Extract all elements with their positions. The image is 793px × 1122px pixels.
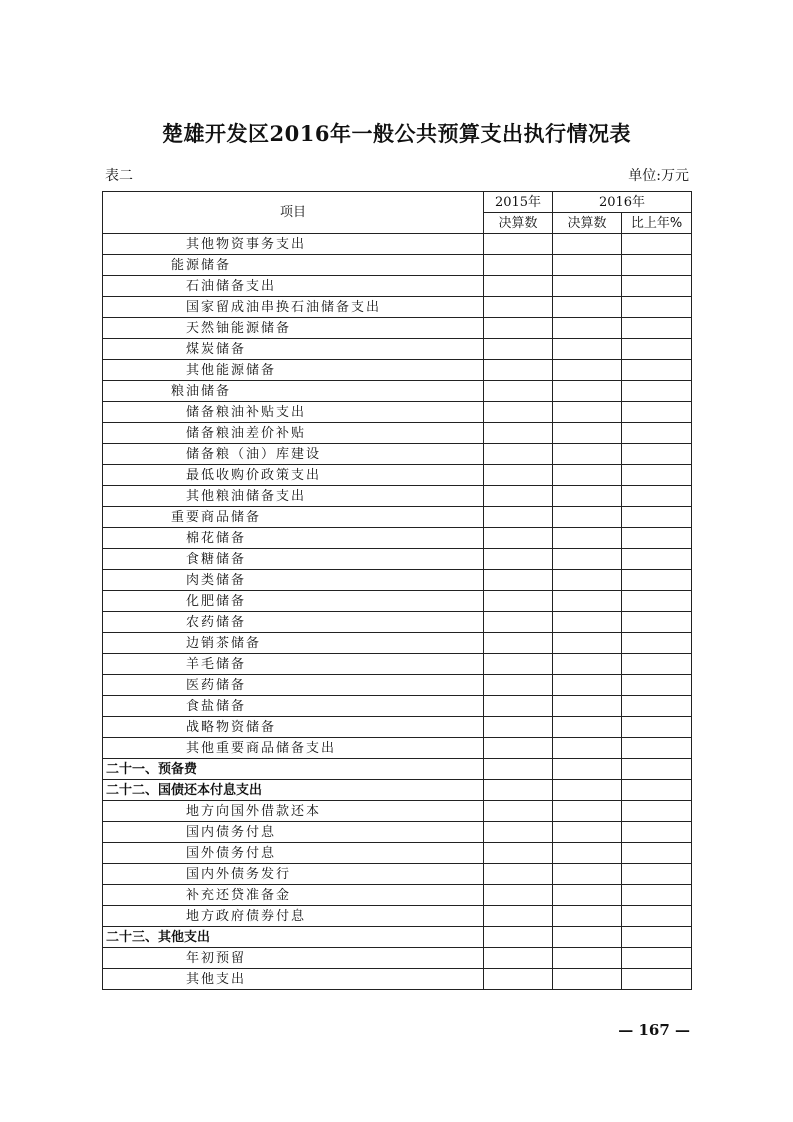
cell-pct-change [622,486,692,507]
cell-pct-change [622,234,692,255]
row-item-name: 农药储备 [103,612,484,633]
table-row [103,507,692,528]
cell-pct-change [622,255,692,276]
cell-pct-change [622,549,692,570]
cell-2015-final [484,507,553,528]
table-row [103,381,692,402]
cell-2015-final [484,318,553,339]
table-row [103,801,692,822]
cell-pct-change [622,612,692,633]
cell-2016-final [553,822,622,843]
table-row [103,402,692,423]
table-row [103,738,692,759]
cell-2015-final [484,360,553,381]
cell-2015-final [484,843,553,864]
cell-2015-final [484,381,553,402]
row-item-name: 储备粮（油）库建设 [103,444,484,465]
cell-pct-change [622,738,692,759]
cell-2016-final [553,969,622,990]
cell-2015-final [484,276,553,297]
row-item-name: 羊毛储备 [103,654,484,675]
row-item-name: 棉花储备 [103,528,484,549]
cell-2015-final [484,444,553,465]
cell-2015-final [484,885,553,906]
cell-2016-final [553,633,622,654]
table-row [103,696,692,717]
cell-pct-change [622,507,692,528]
table-row [103,549,692,570]
row-item-name: 粮油储备 [103,381,484,402]
cell-2016-final [553,864,622,885]
table-row [103,612,692,633]
cell-2015-final [484,339,553,360]
cell-2015-final [484,906,553,927]
cell-2016-final [553,339,622,360]
cell-2016-final [553,759,622,780]
table-row [103,360,692,381]
row-item-name: 最低收购价政策支出 [103,465,484,486]
cell-2015-final [484,948,553,969]
cell-pct-change [622,717,692,738]
cell-pct-change [622,759,692,780]
table-row [103,591,692,612]
cell-2015-final [484,738,553,759]
table-row [103,927,692,948]
cell-pct-change [622,801,692,822]
cell-pct-change [622,528,692,549]
cell-2015-final [484,549,553,570]
table-row [103,822,692,843]
cell-2016-final [553,801,622,822]
header-year-2015: 2015年 [484,192,553,213]
cell-2016-final [553,612,622,633]
cell-2016-final [553,234,622,255]
cell-2016-final [553,738,622,759]
cell-2016-final [553,570,622,591]
header-final-2016: 决算数 [553,213,622,234]
cell-2016-final [553,360,622,381]
cell-pct-change [622,633,692,654]
table-row [103,528,692,549]
table-label: 表二 [105,168,133,184]
cell-2015-final [484,255,553,276]
row-item-name: 年初预留 [103,948,484,969]
cell-pct-change [622,843,692,864]
cell-pct-change [622,885,692,906]
cell-2016-final [553,444,622,465]
header-final-2015: 决算数 [484,213,553,234]
table-row [103,486,692,507]
cell-pct-change [622,339,692,360]
cell-2015-final [484,759,553,780]
cell-pct-change [622,381,692,402]
unit-label: 单位:万元 [628,168,689,184]
table-row [103,234,692,255]
cell-2015-final [484,633,553,654]
header-year-2016: 2016年 [553,192,692,213]
row-item-name: 国外债务付息 [103,843,484,864]
cell-2015-final [484,297,553,318]
budget-table [102,191,692,990]
table-row [103,339,692,360]
row-item-name: 国内外债务发行 [103,864,484,885]
cell-2016-final [553,717,622,738]
cell-2015-final [484,402,553,423]
row-item-name: 石油储备支出 [103,276,484,297]
cell-2016-final [553,423,622,444]
cell-2016-final [553,276,622,297]
cell-pct-change [622,822,692,843]
cell-2015-final [484,927,553,948]
row-item-name: 化肥储备 [103,591,484,612]
cell-pct-change [622,654,692,675]
row-item-name: 其他物资事务支出 [103,234,484,255]
table-row [103,654,692,675]
page-title: 楚雄开发区2016年一般公共预算支出执行情况表 [162,121,631,146]
row-item-name: 国家留成油串换石油储备支出 [103,297,484,318]
row-item-name: 食糖储备 [103,549,484,570]
row-item-name: 其他重要商品储备支出 [103,738,484,759]
row-item-name: 其他能源储备 [103,360,484,381]
cell-2015-final [484,528,553,549]
cell-2016-final [553,381,622,402]
cell-2016-final [553,696,622,717]
cell-2015-final [484,969,553,990]
table-row [103,780,692,801]
table-row [103,759,692,780]
row-item-name: 煤炭储备 [103,339,484,360]
cell-2016-final [553,780,622,801]
cell-pct-change [622,696,692,717]
table-row [103,717,692,738]
cell-2015-final [484,486,553,507]
cell-pct-change [622,444,692,465]
cell-2015-final [484,423,553,444]
table-row [103,885,692,906]
cell-2016-final [553,528,622,549]
cell-2015-final [484,717,553,738]
table-row [103,675,692,696]
cell-2016-final [553,654,622,675]
cell-pct-change [622,465,692,486]
cell-2016-final [553,948,622,969]
cell-2016-final [553,591,622,612]
row-item-name: 食盐储备 [103,696,484,717]
table-row [103,255,692,276]
table-row [103,423,692,444]
table-row [103,318,692,339]
table-row [103,465,692,486]
cell-pct-change [622,864,692,885]
row-item-name: 补充还贷准备金 [103,885,484,906]
table-row [103,906,692,927]
row-item-name: 肉类储备 [103,570,484,591]
row-item-name: 天然铀能源储备 [103,318,484,339]
cell-2016-final [553,906,622,927]
header-pct-change: 比上年% [622,213,692,234]
row-item-name: 边销茶储备 [103,633,484,654]
cell-pct-change [622,969,692,990]
table-row [103,570,692,591]
cell-pct-change [622,570,692,591]
cell-2015-final [484,612,553,633]
cell-pct-change [622,318,692,339]
cell-2015-final [484,801,553,822]
cell-pct-change [622,927,692,948]
cell-pct-change [622,423,692,444]
cell-pct-change [622,780,692,801]
cell-2016-final [553,402,622,423]
cell-2015-final [484,465,553,486]
table-row [103,864,692,885]
row-item-name: 二十二、国债还本付息支出 [103,780,484,801]
row-item-name: 二十三、其他支出 [103,927,484,948]
row-item-name: 二十一、预备费 [103,759,484,780]
cell-2016-final [553,675,622,696]
table-body [103,234,692,990]
cell-pct-change [622,297,692,318]
cell-2016-final [553,255,622,276]
row-item-name: 其他粮油储备支出 [103,486,484,507]
cell-2016-final [553,927,622,948]
cell-2015-final [484,570,553,591]
header-item: 项目 [103,192,484,234]
cell-2016-final [553,318,622,339]
cell-2016-final [553,507,622,528]
cell-2016-final [553,549,622,570]
table-row [103,276,692,297]
cell-pct-change [622,948,692,969]
table-row [103,969,692,990]
row-item-name: 能源储备 [103,255,484,276]
cell-2016-final [553,297,622,318]
row-item-name: 战略物资储备 [103,717,484,738]
cell-2015-final [484,696,553,717]
table-row [103,297,692,318]
cell-2015-final [484,822,553,843]
page-number: — 167 — [618,1021,690,1039]
row-item-name: 国内债务付息 [103,822,484,843]
cell-2016-final [553,843,622,864]
cell-pct-change [622,906,692,927]
cell-2016-final [553,486,622,507]
cell-2016-final [553,465,622,486]
cell-2015-final [484,591,553,612]
cell-pct-change [622,360,692,381]
cell-2015-final [484,780,553,801]
row-item-name: 重要商品储备 [103,507,484,528]
table-row [103,843,692,864]
row-item-name: 地方向国外借款还本 [103,801,484,822]
cell-2015-final [484,864,553,885]
cell-pct-change [622,591,692,612]
cell-2015-final [484,675,553,696]
cell-pct-change [622,675,692,696]
row-item-name: 储备粮油差价补贴 [103,423,484,444]
table-row [103,633,692,654]
row-item-name: 地方政府债券付息 [103,906,484,927]
cell-2015-final [484,234,553,255]
cell-pct-change [622,276,692,297]
table-row [103,948,692,969]
table-row [103,444,692,465]
cell-pct-change [622,402,692,423]
row-item-name: 医药储备 [103,675,484,696]
cell-2016-final [553,885,622,906]
row-item-name: 其他支出 [103,969,484,990]
cell-2015-final [484,654,553,675]
row-item-name: 储备粮油补贴支出 [103,402,484,423]
